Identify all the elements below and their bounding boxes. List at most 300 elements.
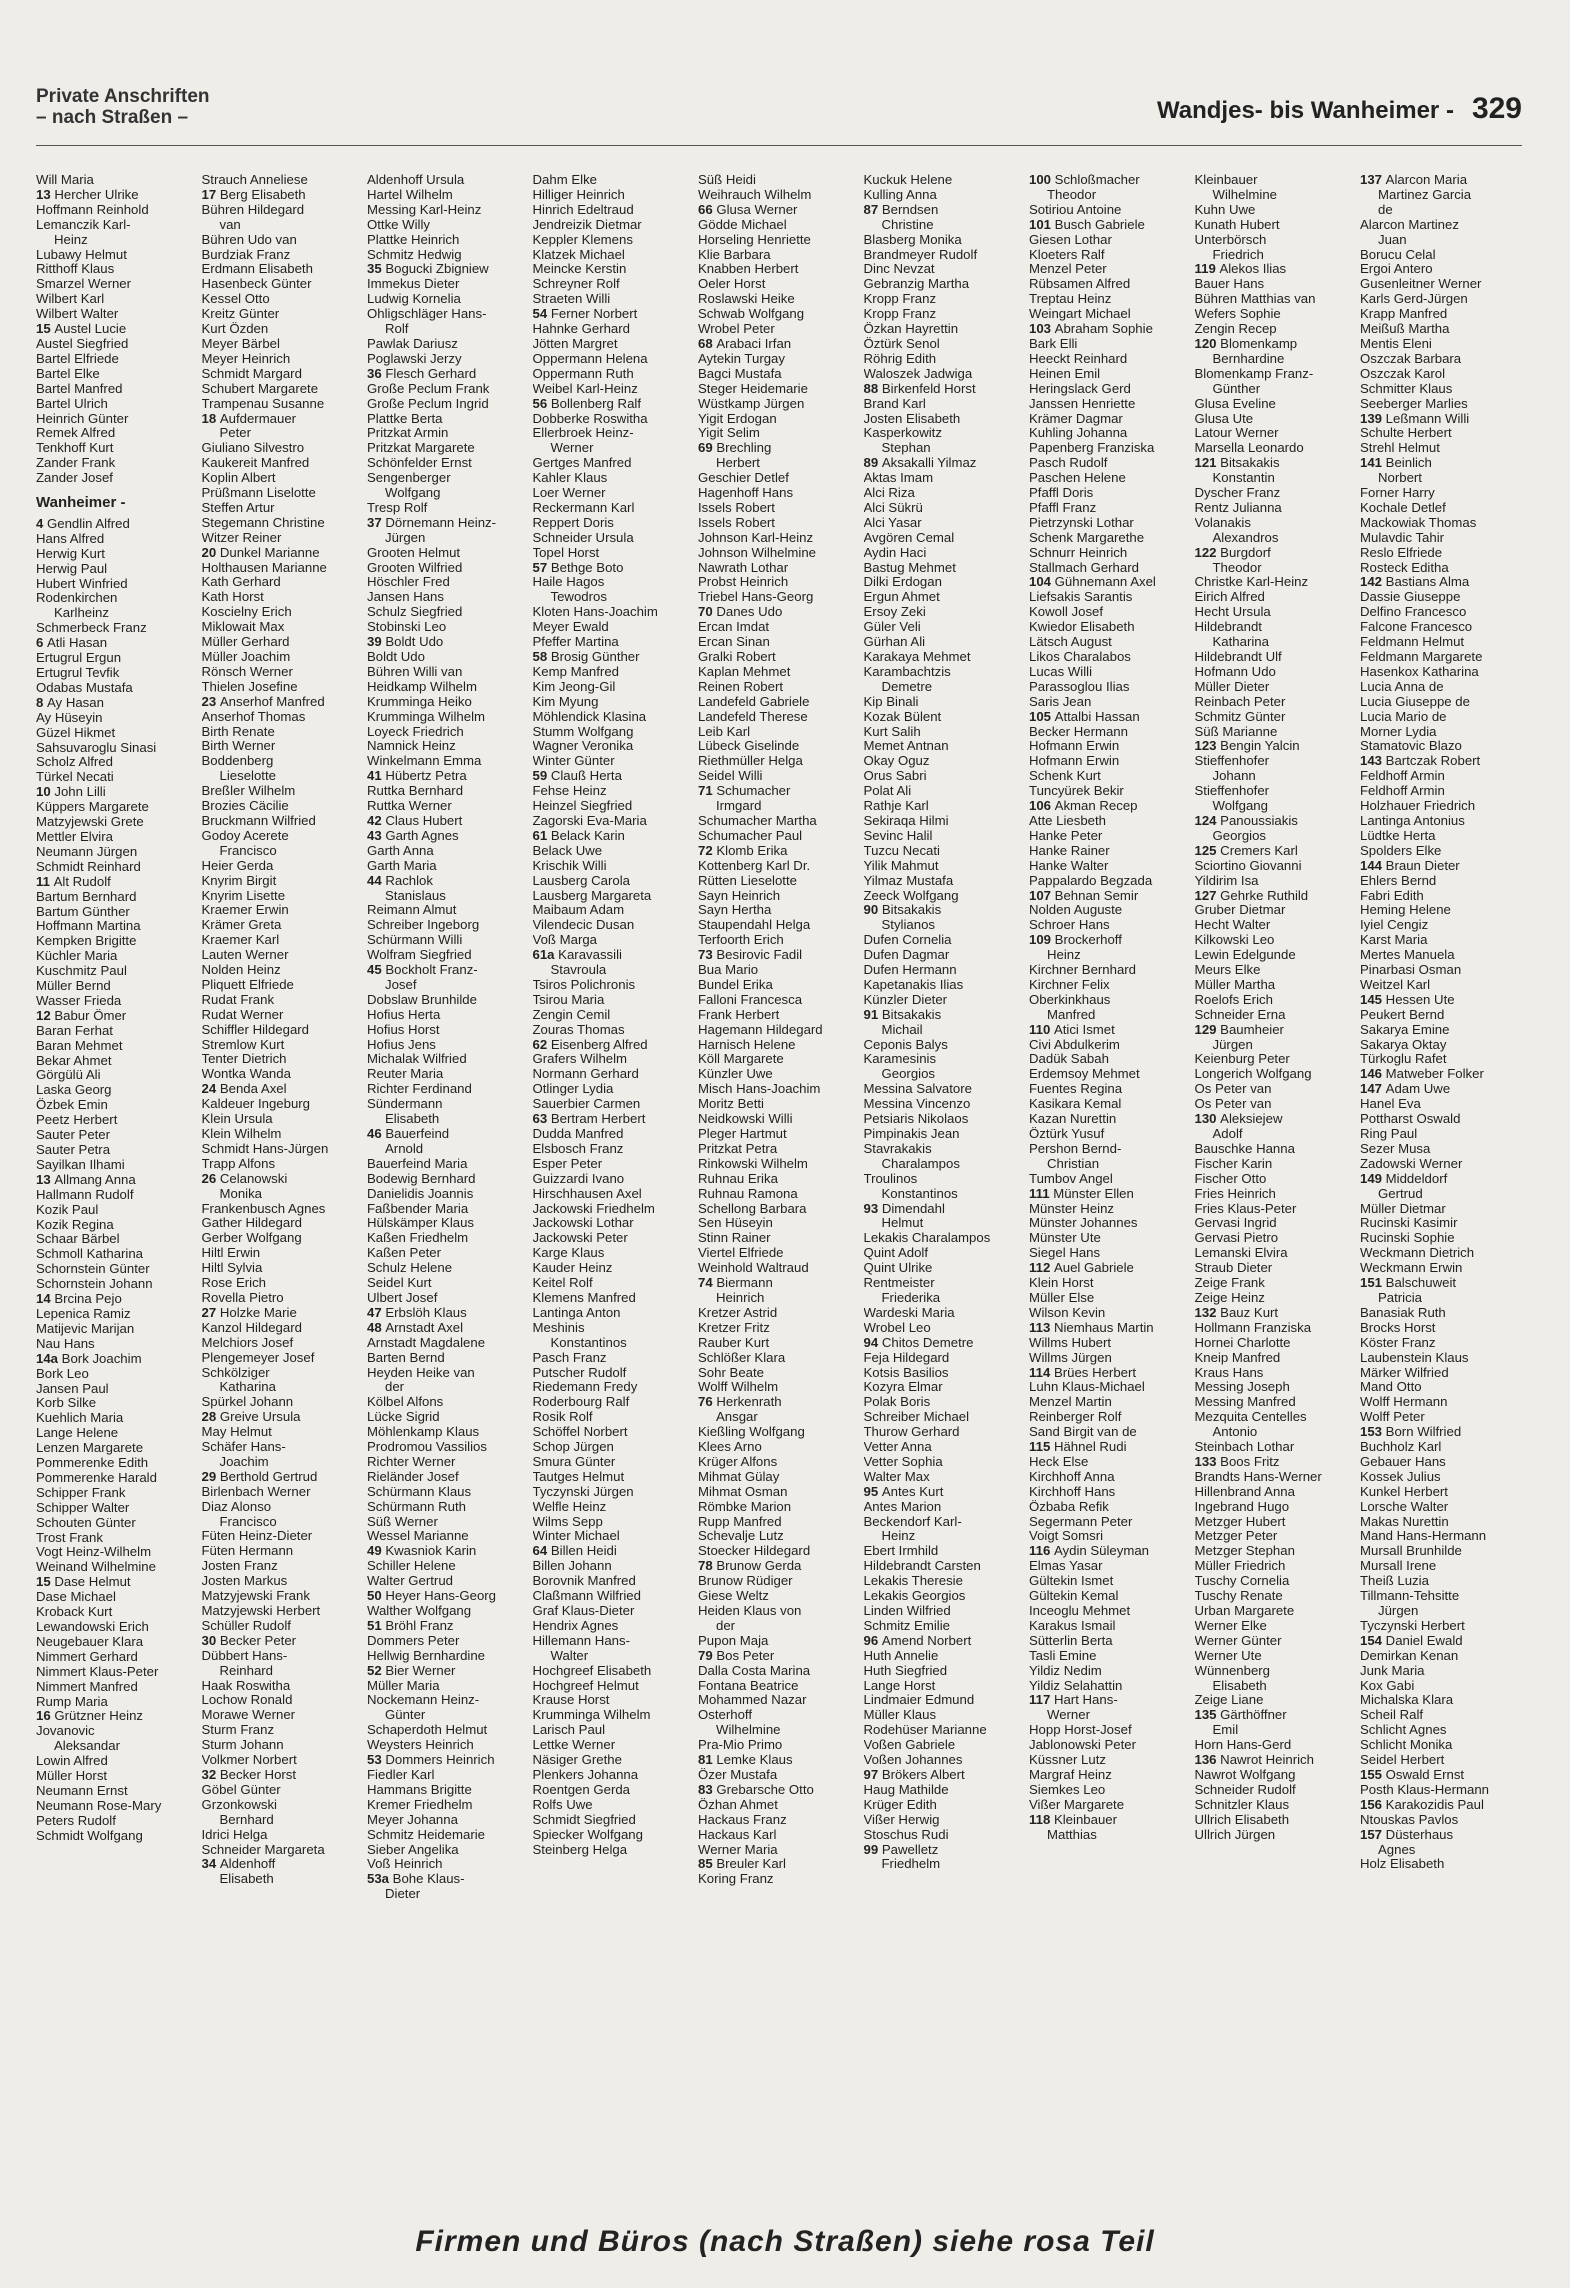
listing-entry: Zander Josef xyxy=(36,471,113,486)
listing-entry: Hollmann Franziska xyxy=(1194,1320,1312,1335)
listing-entry: Boldt Udo xyxy=(367,650,425,664)
listing-entry: Mertes Manuela xyxy=(1360,948,1455,963)
listing-entry: Stinn Rainer xyxy=(698,1231,771,1246)
listing-entry: Trampenau Susanne xyxy=(201,396,325,411)
listing-entry: 42 Claus Hubert xyxy=(367,813,463,828)
listing-entry: Dilki Erdogan xyxy=(863,575,942,590)
listing-entry: Roslawski Heike xyxy=(698,292,795,307)
listing-entry: Kölbel Alfons xyxy=(367,1395,444,1410)
listing-entry: Otlinger Lydia xyxy=(532,1082,614,1097)
listing-entry: Messina Vincenzo xyxy=(863,1097,971,1112)
listing-entry: Harnisch Helene xyxy=(698,1037,796,1052)
listing-entry: Gerber Wolfgang xyxy=(201,1231,302,1246)
listing-entry: Jackowski Lothar xyxy=(532,1216,634,1231)
entry-continuation: Manfred xyxy=(1047,1007,1096,1022)
listing-entry: Geschier Detlef xyxy=(698,471,789,486)
listing-entry: Frank Herbert xyxy=(698,1007,780,1022)
listing-entry: Mezquita Centelles xyxy=(1194,1410,1307,1425)
listing-entry: Hornei Charlotte xyxy=(1194,1335,1291,1350)
listing-entry: Tautges Helmut xyxy=(532,1469,625,1484)
listing-entry: Misch Hans-Joachim xyxy=(698,1082,821,1097)
listing-entry: Wolff Wilhelm xyxy=(698,1380,779,1395)
listing-entry: Huth Siegfried xyxy=(863,1663,948,1678)
listing-entry: Schmitz Günter xyxy=(1194,709,1286,724)
listing-entry: Voßen Johannes xyxy=(863,1753,963,1768)
entry-continuation: Stavroula xyxy=(550,963,607,978)
listing-entry: 17 Berg Elisabeth xyxy=(201,187,306,202)
listing-entry: 135 Gärthöffner xyxy=(1194,1708,1287,1723)
listing-entry: Kurt Özden xyxy=(201,322,269,337)
listing-entry: Volanakis xyxy=(1194,515,1251,530)
listing-entry: Petsiaris Nikolaos xyxy=(863,1112,969,1127)
listing-entry: Klees Arno xyxy=(698,1440,762,1455)
entry-continuation: Johann xyxy=(1212,769,1256,784)
listing-entry: Bartel Manfred xyxy=(36,381,123,396)
listing-entry: Belack Uwe xyxy=(532,843,603,858)
listing-entry: Bühren Matthias van xyxy=(1194,292,1316,307)
listing-entry: 91 Bitsakakis xyxy=(863,1007,942,1022)
listing-entry: Frankenbusch Agnes xyxy=(201,1201,326,1216)
listing-entry: 71 Schumacher xyxy=(698,784,791,799)
entry-continuation: Agnes xyxy=(1378,1842,1416,1857)
listing-entry: Meincke Kerstin xyxy=(532,262,627,277)
listing-entry: Schaperdoth Helmut xyxy=(367,1723,488,1738)
listing-entry: Larisch Paul xyxy=(532,1723,606,1738)
listing-entry: Neumann Jürgen xyxy=(36,844,138,859)
listing-entry: Grzonkowski xyxy=(201,1797,277,1812)
entry-continuation: Joachim xyxy=(219,1454,269,1469)
listing-entry: 16 Grützner Heinz xyxy=(36,1709,144,1724)
listing-entry: Weihrauch Wilhelm xyxy=(698,187,812,202)
listing-entry: 109 Brockerhoff xyxy=(1029,933,1122,948)
listing-entry: Möhlendick Klasina xyxy=(532,709,647,724)
listing-entry: Hoffmann Reinhold xyxy=(36,202,149,217)
listing-entry: 23 Anserhof Manfred xyxy=(201,694,325,709)
listing-entry: Hubert Winfried xyxy=(36,576,128,591)
listing-entry: Leib Karl xyxy=(698,724,751,739)
listing-entry: Tyczynski Jürgen xyxy=(532,1484,634,1499)
listing-entry: Lücke Sigrid xyxy=(367,1410,440,1425)
listing-entry: Wasser Frieda xyxy=(36,993,122,1008)
listing-entry: 39 Boldt Udo xyxy=(367,635,444,650)
listing-entry: Kim Myung xyxy=(532,694,599,709)
listing-entry: Lekakis Theresie xyxy=(863,1574,963,1589)
listing-entry: 58 Brosig Günther xyxy=(532,650,640,664)
entry-continuation: Arnold xyxy=(385,1141,424,1156)
listing-entry: Karakus Ismail xyxy=(1029,1618,1116,1633)
listing-entry: Straeten Willi xyxy=(532,292,611,307)
listing-entry: Hofmann Erwin xyxy=(1029,739,1120,754)
listing-entry: Kulling Anna xyxy=(863,187,937,202)
listing-entry: Heck Else xyxy=(1029,1454,1089,1469)
listing-entry: Prodromou Vassilios xyxy=(367,1440,487,1455)
listing-entry: Keppler Klemens xyxy=(532,232,633,247)
listing-entry: Hofius Herta xyxy=(367,1007,441,1022)
listing-entry: 34 Aldenhoff xyxy=(201,1857,276,1872)
listing-entry: Seidel Herbert xyxy=(1360,1753,1445,1768)
listing-entry: Rodehüser Marianne xyxy=(863,1723,987,1738)
listing-entry: Lausberg Carola xyxy=(532,873,631,888)
listing-entry: Dinc Nevzat xyxy=(863,262,935,277)
listing-entry: Urban Margarete xyxy=(1194,1604,1295,1618)
listing-entry: Dobslaw Brunhilde xyxy=(367,992,477,1007)
listing-entry: Kauder Heinz xyxy=(532,1261,613,1276)
listing-entry: Hildebrandt xyxy=(1194,620,1262,635)
listing-entry: May Helmut xyxy=(201,1425,272,1440)
listing-entry: Rübsamen Alfred xyxy=(1029,277,1131,292)
listing-entry: Hahnke Gerhard xyxy=(532,322,630,337)
listing-entry: Theiß Luzia xyxy=(1360,1574,1429,1589)
listing-entry: Neugebauer Klara xyxy=(36,1634,144,1649)
listing-entry: Borucu Celal xyxy=(1360,247,1436,262)
listing-entry: Segermann Peter xyxy=(1029,1514,1133,1529)
listing-entry: Seeberger Marlies xyxy=(1360,396,1468,411)
listing-entry: Schiffler Hildegard xyxy=(201,1022,310,1037)
entry-continuation: Werner xyxy=(550,441,594,456)
listing-entry: Küchler Maria xyxy=(36,949,118,964)
listing-entry: Hartel Wilhelm xyxy=(367,187,453,202)
listing-entry: Dufen Hermann xyxy=(863,963,957,978)
listing-entry: Hilliger Heinrich xyxy=(532,187,625,202)
entry-continuation: Michail xyxy=(881,1022,923,1037)
listing-entry: Pottharst Oswald xyxy=(1360,1112,1461,1127)
listing-entry: 30 Becker Peter xyxy=(201,1633,297,1648)
listing-entry: Krüger Alfons xyxy=(698,1454,778,1469)
listing-entry: Alarcon Martinez xyxy=(1360,217,1459,232)
listing-entry: 66 Glusa Werner xyxy=(698,202,798,217)
listing-entry: Parassoglou Ilias xyxy=(1029,679,1130,694)
listing-entry: Heeckt Reinhard xyxy=(1029,351,1128,366)
listing-entry: Sauter Petra xyxy=(36,1143,111,1157)
listing-entry: Schornstein Johann xyxy=(36,1277,153,1292)
listing-entry: Hagemann Hildegard xyxy=(698,1022,823,1037)
listing-entry: Sand Birgit van de xyxy=(1029,1425,1137,1440)
listing-entry: Heier Gerda xyxy=(201,858,274,873)
listing-entry: Krämer Greta xyxy=(201,918,282,933)
listing-entry: Brozies Cäcilie xyxy=(201,799,289,814)
listing-entry: Müller Klaus xyxy=(863,1708,937,1723)
listing-entry: Kossek Julius xyxy=(1360,1469,1441,1484)
listing-entry: Lucia Anna de xyxy=(1360,679,1444,694)
listing-entry: Hildebrandt Ulf xyxy=(1194,650,1282,664)
listing-entry: Heinen Emil xyxy=(1029,366,1101,381)
entry-continuation: Konstantinos xyxy=(550,1335,627,1350)
listing-entry: Sekiraqa Hilmi xyxy=(863,813,949,828)
listing-entry: Fries Klaus-Peter xyxy=(1194,1201,1297,1216)
listing-entry: Schouten Günter xyxy=(36,1515,136,1530)
listing-entry: Werner Elke xyxy=(1194,1618,1267,1633)
listing-entry: Meshinis xyxy=(532,1320,585,1335)
listing-entry: Baran Ferhat xyxy=(36,1023,113,1038)
entry-continuation: Wilhelmine xyxy=(1212,187,1277,202)
listing-entry: Troulinos xyxy=(863,1171,918,1186)
entry-continuation: Elisabeth xyxy=(219,1872,274,1887)
listing-entry: Kotsis Basilios xyxy=(863,1365,949,1380)
listing-entry: Elmas Yasar xyxy=(1029,1559,1103,1574)
listing-entry: Jackowski Peter xyxy=(532,1231,628,1246)
listing-entry: Strehl Helmut xyxy=(1360,441,1440,456)
listing-entry: Künzler Uwe xyxy=(698,1067,773,1082)
listing-entry: Kemp Manfred xyxy=(532,664,619,679)
listing-entry: Brand Karl xyxy=(863,396,926,411)
listing-entry: Schulz Helene xyxy=(367,1261,453,1276)
entry-continuation: Karlheinz xyxy=(54,606,109,621)
listing-entry: 153 Born Wilfried xyxy=(1360,1425,1462,1440)
listing-entry: Winkelmann Emma xyxy=(367,754,482,769)
listing-entry: Gervasi Ingrid xyxy=(1194,1216,1277,1231)
listing-entry: Esper Peter xyxy=(532,1156,603,1171)
listing-entry: 53a Bohe Klaus- xyxy=(367,1872,465,1887)
listing-entry: Diaz Alonso xyxy=(201,1499,272,1514)
street-heading: Wanheimer - xyxy=(36,496,126,511)
listing-entry: Quint Adolf xyxy=(863,1246,929,1261)
listing-entry: Knyrim Birgit xyxy=(201,873,277,888)
listing-entry: Hanke Walter xyxy=(1029,858,1109,873)
footer-note: Firmen und Büros (nach Straßen) siehe rosa Teil xyxy=(415,2225,1155,2258)
listing-entry: Siegel Hans xyxy=(1029,1246,1101,1261)
listing-entry: 12 Babur Ömer xyxy=(36,1008,127,1023)
listing-entry: Menzel Peter xyxy=(1029,262,1107,277)
listing-entry: Saris Jean xyxy=(1029,694,1092,709)
listing-entry: Thielen Josefine xyxy=(201,679,298,694)
listing-entry: Müller Maria xyxy=(367,1678,440,1693)
listing-entry: Ritthoff Klaus xyxy=(36,262,115,277)
entry-continuation: Theodor xyxy=(1212,560,1262,575)
listing-entry: Müller Dieter xyxy=(1194,679,1270,694)
listing-entry: Schreiber Michael xyxy=(863,1410,970,1425)
listing-entry: Liefsakis Sarantis xyxy=(1029,590,1133,605)
listing-entry: Lewandowski Erich xyxy=(36,1620,149,1634)
listing-entry: 106 Akman Recep xyxy=(1029,799,1138,814)
listing-entry: Sayilkan Ilhami xyxy=(36,1157,125,1172)
listing-entry: Grooten Helmut xyxy=(367,545,461,560)
listing-entry: Wrobel Peter xyxy=(698,322,775,337)
listing-entry: Reinberger Rolf xyxy=(1029,1410,1122,1425)
listing-entry: Karamesinis xyxy=(863,1052,937,1067)
entry-continuation: Herbert xyxy=(716,456,760,471)
listing-entry: Grooten Wilfried xyxy=(367,560,463,575)
listing-entry: Kanzol Hildegard xyxy=(201,1320,302,1335)
listing-entry: Kraus Hans xyxy=(1194,1365,1264,1380)
listing-entry: Zeeck Wolfgang xyxy=(863,888,959,903)
listing-entry: Schlößer Klara xyxy=(698,1350,786,1365)
listing-entry: Elsbosch Franz xyxy=(532,1141,624,1156)
entry-continuation: Jürgen xyxy=(385,530,426,545)
listing-entry: Schmoll Katharina xyxy=(36,1247,144,1262)
listing-entry: Yildiz Nedim xyxy=(1029,1663,1102,1678)
listing-entry: Rump Maria xyxy=(36,1694,108,1709)
listing-entry: Riethmüller Helga xyxy=(698,754,803,769)
listing-entry: 144 Braun Dieter xyxy=(1360,858,1460,873)
listing-entry: Kuehlich Maria xyxy=(36,1411,124,1426)
entry-continuation: Rolf xyxy=(385,322,409,337)
entry-continuation: Georgios xyxy=(881,1067,936,1082)
listing-entry: Smura Günter xyxy=(532,1454,616,1469)
listing-entry: Kilkowski Leo xyxy=(1194,933,1275,948)
listing-entry: 50 Heyer Hans-Georg xyxy=(367,1589,497,1604)
entry-continuation: Aleksandar xyxy=(54,1739,120,1754)
listing-entry: Hecht Walter xyxy=(1194,918,1271,933)
listing-entry: Austel Siegfried xyxy=(36,336,129,351)
listing-entry: Arnstadt Magdalene xyxy=(367,1335,486,1350)
listing-entry: Stieffenhofer xyxy=(1194,784,1270,799)
listing-entry: Münster Heinz xyxy=(1029,1201,1115,1216)
listing-entry: Sevinc Halil xyxy=(863,828,933,843)
listing-entry: Müller Martha xyxy=(1194,977,1276,992)
listing-entry: Weitzel Karl xyxy=(1360,977,1431,992)
listing-entry: Johnson Wilhelmine xyxy=(698,545,817,560)
entry-continuation: Katharina xyxy=(219,1380,276,1395)
entry-continuation: Stylianos xyxy=(881,918,936,933)
listing-entry: Michalska Klara xyxy=(1360,1693,1454,1708)
listing-entry: Bodewig Bernhard xyxy=(367,1171,476,1186)
listing-entry: Hofius Horst xyxy=(367,1022,440,1037)
entry-continuation: Friedhelm xyxy=(881,1857,941,1872)
listing-entry: 113 Niemhaus Martin xyxy=(1029,1320,1154,1335)
listing-entry: Zouras Thomas xyxy=(532,1022,625,1037)
listing-entry: Wolfram Siegfried xyxy=(367,948,472,963)
page-number: 329 xyxy=(1471,92,1522,125)
listing-entry: Schürmann Ruth xyxy=(367,1499,466,1514)
entry-continuation: Irmgard xyxy=(716,799,762,814)
listing-entry: Klein Horst xyxy=(1029,1276,1094,1291)
listing-entry: Rönsch Werner xyxy=(201,664,293,679)
listing-entry: Messing Karl-Heinz xyxy=(367,202,482,217)
listing-entry: Werner Ute xyxy=(1194,1648,1262,1663)
listing-entry: Weingart Michael xyxy=(1029,307,1131,322)
entry-continuation: Werner xyxy=(1047,1708,1090,1723)
listing-entry: Roentgen Gerda xyxy=(532,1782,631,1797)
listing-entry: Klie Barbara xyxy=(698,247,771,262)
listing-entry: Michalak Wilfried xyxy=(367,1052,467,1067)
listing-entry: Süß Heidi xyxy=(698,173,756,187)
listing-entry: Hammans Brigitte xyxy=(367,1782,472,1797)
listing-entry: Ruhnau Erika xyxy=(698,1171,778,1186)
listing-entry: Tresp Rolf xyxy=(367,500,428,515)
listing-entry: Ruttka Bernhard xyxy=(367,784,464,799)
listing-entry: 85 Breuler Karl xyxy=(698,1857,786,1872)
listing-entry: Rovella Pietro xyxy=(201,1290,284,1305)
listing-entry: Civi Abdulkerim xyxy=(1029,1037,1120,1052)
listing-entry: Lettke Werner xyxy=(532,1738,616,1753)
listing-entry: Gervasi Pietro xyxy=(1194,1231,1279,1246)
listing-entry: Plattke Heinrich xyxy=(367,232,460,247)
listing-entry: Peetz Herbert xyxy=(36,1113,118,1128)
listing-entry: Jansen Hans xyxy=(367,590,444,605)
listing-entry: Smarzel Werner xyxy=(36,277,132,292)
entry-continuation: van xyxy=(219,217,241,232)
listing-entry: Hanke Peter xyxy=(1029,828,1103,843)
listing-entry: Bastug Mehmet xyxy=(863,560,956,575)
listing-entry: Spiecker Wolfgang xyxy=(532,1827,643,1842)
listing-entry: Mackowiak Thomas xyxy=(1360,515,1477,530)
listing-entry: Stobinski Leo xyxy=(367,620,447,635)
listing-entry: Kloten Hans-Joachim xyxy=(532,605,658,620)
listing-entry: 15 Dase Helmut xyxy=(36,1575,131,1590)
listing-entry: Münster Ute xyxy=(1029,1231,1101,1246)
entry-continuation: Stephan xyxy=(881,441,931,456)
listing-entry: Schipper Frank xyxy=(36,1485,126,1500)
listing-entry: Probst Heinrich xyxy=(698,575,789,590)
listing-entry: Morner Lydia xyxy=(1360,724,1437,739)
listing-entry: Messing Manfred xyxy=(1194,1395,1296,1410)
listing-entry: Guizzardi Ivano xyxy=(532,1171,625,1186)
listing-entry: Normann Gerhard xyxy=(532,1067,639,1082)
listing-entry: Birth Renate xyxy=(201,724,275,739)
listing-entry: Becker Hermann xyxy=(1029,724,1128,739)
listing-entry: Heidkamp Wilhelm xyxy=(367,679,477,694)
entry-continuation: Jürgen xyxy=(1378,1604,1419,1618)
listing-entry: Yigit Selim xyxy=(698,426,760,441)
listing-entry: Remek Alfred xyxy=(36,426,116,441)
listing-entry: 45 Bockholt Franz- xyxy=(367,963,478,978)
listing-entry: 95 Antes Kurt xyxy=(863,1484,944,1499)
listing-entry: Kuschmitz Paul xyxy=(36,964,127,979)
listing-entry: Lubawy Helmut xyxy=(36,247,127,262)
listing-entry: 61a Karavassili xyxy=(532,948,622,963)
listing-entry: 62 Eisenberg Alfred xyxy=(532,1037,648,1052)
listing-entry: Scheil Ralf xyxy=(1360,1708,1424,1723)
listing-entry: Loer Werner xyxy=(532,486,606,501)
listing-entry: Richter Ferdinand xyxy=(367,1082,472,1097)
listing-entry: Kozyra Elmar xyxy=(863,1380,943,1395)
listing-entry: Dyscher Franz xyxy=(1194,486,1281,501)
listing-entry: Beckendorf Karl- xyxy=(863,1514,962,1529)
listing-entry: Josten Markus xyxy=(201,1574,288,1589)
entry-continuation: Alexandros xyxy=(1212,530,1279,545)
listing-entry: Krischik Willi xyxy=(532,858,607,873)
listing-entry: Rudat Werner xyxy=(201,1007,284,1022)
listing-entry: 137 Alarcon Maria xyxy=(1360,173,1468,187)
listing-entry: Willms Hubert xyxy=(1029,1335,1112,1350)
listing-entry: 6 Atli Hasan xyxy=(36,636,108,651)
listing-entry: Lucia Giuseppe de xyxy=(1360,694,1470,709)
listing-entry: Rieländer Josef xyxy=(367,1469,459,1484)
listing-entry: Heyden Heike van xyxy=(367,1365,475,1380)
listing-entry: Vilendecic Dusan xyxy=(532,918,635,933)
listing-entry: Tillmann-Tehsitte xyxy=(1360,1589,1460,1604)
listing-entry: Fischer Otto xyxy=(1194,1171,1267,1186)
listing-entry: Sakarya Emine xyxy=(1360,1022,1450,1037)
listing-entry: Kretzer Astrid xyxy=(698,1305,778,1320)
listing-entry: 107 Behnan Semir xyxy=(1029,888,1139,903)
listing-entry: Baran Mehmet xyxy=(36,1038,123,1053)
listing-entry: Schneider Rudolf xyxy=(1194,1782,1296,1797)
entry-continuation: Konstantin xyxy=(1212,471,1275,486)
listing-entry: Johnson Karl-Heinz xyxy=(698,530,814,545)
listing-entry: Wefers Sophie xyxy=(1194,307,1281,322)
listing-entry: Kasikara Kemal xyxy=(1029,1097,1122,1112)
listing-entry: Schmidt Siegfried xyxy=(532,1812,636,1827)
listing-entry: Walter Max xyxy=(863,1469,930,1484)
listing-entry: Mohammed Nazar xyxy=(698,1693,807,1708)
listing-entry: Klein Wilhelm xyxy=(201,1127,282,1141)
listing-entry: Margraf Heinz xyxy=(1029,1767,1112,1782)
listing-entry: Nolden Heinz xyxy=(201,963,281,978)
listing-entry: Lochow Ronald xyxy=(201,1693,293,1708)
listing-entry: Knabben Herbert xyxy=(698,262,799,277)
listing-entry: Süß Werner xyxy=(367,1514,438,1529)
listing-entry: Römbke Marion xyxy=(698,1499,792,1514)
listing-entry: Bua Mario xyxy=(698,963,759,978)
listing-entry: Herwig Paul xyxy=(36,561,108,576)
listing-entry: Metzger Hubert xyxy=(1194,1514,1286,1529)
listing-entry: Dadük Sabah xyxy=(1029,1052,1109,1067)
listing-entry: Kottenberg Karl Dr. xyxy=(698,858,811,873)
listing-entry: Bartel Elfriede xyxy=(36,351,119,366)
listing-entry: Kunkel Herbert xyxy=(1360,1484,1448,1499)
listing-entry: Haak Roswitha xyxy=(201,1678,291,1693)
